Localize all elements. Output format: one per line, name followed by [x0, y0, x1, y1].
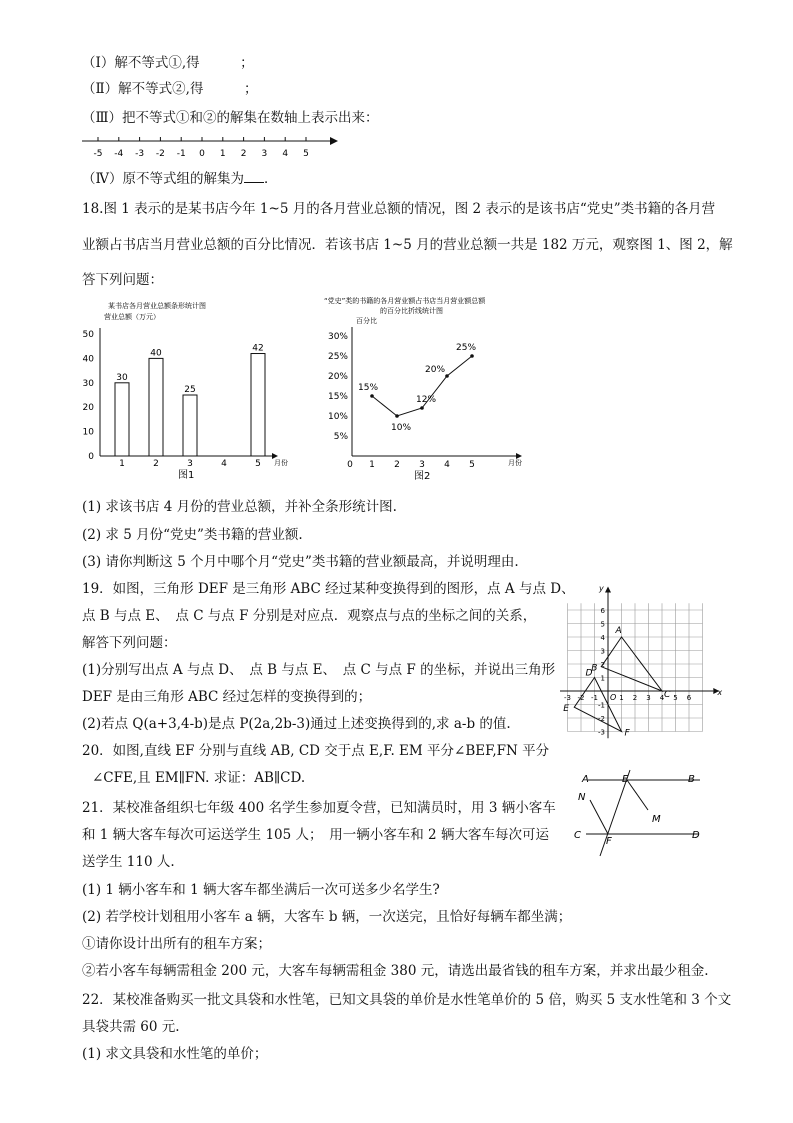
q22-line-2: 具袋共需 60 元.	[82, 1019, 180, 1035]
numberline-tick-label: 1	[219, 149, 226, 159]
point-label-b: B	[591, 663, 598, 674]
fig2-ylabel: 百分比	[356, 317, 377, 325]
q21-sub-2a: ①请你设计出所有的租车方案；	[82, 936, 271, 952]
point-label-f: F	[624, 728, 630, 739]
grid-ytick-label: -3	[598, 728, 605, 737]
grid-xtick-label: 4	[659, 694, 665, 702]
parallel-lines-figure	[570, 768, 720, 860]
fig2-ytick-label: 25%	[327, 352, 348, 362]
q19-sub-2: (2)若点 Q(a+3,4-b)是点 P(2a,2b-3)通过上述变换得到的,求 a-b 的值.	[82, 716, 511, 732]
y-axis-arrow	[605, 586, 611, 592]
grid-ytick-label: 4	[600, 634, 605, 642]
fig2-data-label: 12%	[416, 395, 437, 405]
lbl-N: N	[578, 792, 586, 803]
point-label-e: E	[563, 704, 569, 715]
numberline-tick-label: 3	[261, 149, 268, 159]
lbl-F: F	[606, 836, 612, 847]
part-iv-text: （Ⅳ）原不等式组的解集为	[82, 171, 244, 187]
q21-line-3: 送学生 110 人.	[82, 854, 175, 870]
fig1-ytick-label: 0	[88, 452, 94, 462]
lbl-B: B	[688, 774, 695, 785]
fig1-xlabel: 月份	[274, 459, 288, 467]
fig2-title-2: 的百分比折线统计图	[380, 307, 443, 315]
grid-ytick-label: 5	[600, 620, 605, 629]
fig2-ytick-label: 15%	[327, 392, 348, 402]
fig1-xtick-label: 5	[255, 459, 261, 469]
fig2-data-label: 10%	[391, 423, 412, 433]
fig1-ytick-label: 20	[82, 403, 94, 414]
point-label-a: A	[615, 626, 622, 636]
fig2-ytick-label: 10%	[327, 412, 348, 422]
q19-line-1: 19．如图，三角形 DEF 是三角形 ABC 经过某种变换得到的图形，点 A 与点 D、	[82, 581, 575, 597]
fig1-xtick-label: 3	[187, 459, 193, 469]
fig2-xtick-label: 4	[444, 460, 450, 470]
fig2-xlabel: 月份	[508, 459, 522, 467]
fig2-xtick-label: 1	[369, 460, 375, 470]
lbl-A: A	[582, 774, 589, 785]
q21-line-1: 21．某校准备组织七年级 400 名学生参加夏令营，已知满员时，用 3 辆小客车	[82, 800, 556, 816]
grid-xtick-label: 5	[673, 694, 678, 702]
fig1-data-label: 30	[116, 372, 128, 383]
grid-xtick-label: 1	[619, 694, 624, 702]
point-label-d: D	[585, 668, 593, 679]
line-chart-fig2	[320, 293, 540, 488]
numberline-tick-label: 2	[240, 149, 247, 159]
numberline-tick-label: -5	[93, 149, 103, 159]
numberline-tick-label: -4	[114, 149, 124, 159]
q18-sub-2: (2) 求 5 月份“党史”类书籍的营业额.	[82, 527, 303, 543]
grid-ytick-label: -2	[598, 715, 605, 723]
fig2-data-label: 15%	[358, 383, 379, 393]
fig2-point	[470, 354, 474, 358]
origin-label: O	[610, 693, 617, 702]
bar-chart-fig1	[76, 298, 296, 488]
grid-xtick-label: -2	[577, 694, 585, 702]
q22-sub-1: (1) 求文具袋和水性笔的单价；	[82, 1046, 268, 1062]
q18-line-1: 18.图 1 表示的是某书店今年 1~5 月的各月营业总额的情况，图 2 表示的是该书店“党史”类书籍的各月营	[82, 201, 716, 217]
fig1-bar	[149, 358, 163, 456]
grid-ytick-label: -1	[598, 701, 605, 710]
grid-xtick-label: -3	[564, 694, 571, 702]
numberline-tick-label: 5	[303, 149, 309, 159]
fig1-bar	[251, 354, 265, 456]
part-ii-line: （Ⅱ）解不等式②,得 ；	[82, 81, 258, 97]
part-i-line: （Ⅰ）解不等式①,得 ；	[82, 55, 254, 71]
fig1-data-label: 42	[252, 343, 264, 354]
fig2-point	[370, 394, 374, 398]
q18-line-2: 业额占书店当月营业总额的百分比情况．若该书店 1~5 月的营业总额一共是 182 万元，观察图 1、图 2，解	[82, 237, 733, 253]
grid-xtick-label: 3	[646, 694, 651, 702]
point-label-c: C	[664, 690, 671, 700]
q21-sub-2: (2) 若学校计划租用小客车 a 辆，大客车 b 辆，一次送完，且恰好每辆车都坐满；	[82, 909, 572, 925]
fig1-bar	[183, 395, 197, 456]
q22-line-1: 22．某校准备购买一批文具袋和水性笔，已知文具袋的单价是水性笔单价的 5 倍，购买 5 支水性笔和 3 个文	[82, 992, 732, 1008]
fig2-point	[420, 406, 424, 410]
grid-xtick-label: 2	[632, 694, 638, 702]
fig2-xtick-label: 2	[394, 460, 400, 470]
fig2-caption: 图2	[414, 471, 431, 482]
grid-xtick-label: 6	[686, 694, 692, 702]
numberline-tick-label: -2	[155, 149, 165, 159]
grid-xtick-label: -1	[591, 694, 598, 702]
numberline-tick-label: -3	[135, 149, 145, 159]
fig1-ytick-label: 50	[82, 330, 94, 340]
q19-line-2: 点 B 与点 E、 点 C 与点 F 分别是对应点．观察点与点的坐标之间的关系，	[82, 608, 537, 624]
fig1-ytick-label: 40	[82, 354, 94, 365]
q21-sub-1: (1) 1 辆小客车和 1 辆大客车都坐满后一次可送多少名学生?	[82, 882, 440, 898]
q18-sub-1: (1) 求该书店 4 月份的营业总额，并补全条形统计图.	[82, 499, 397, 515]
lbl-E: E	[622, 774, 629, 785]
coordinate-grid-figure	[560, 578, 740, 763]
q18-line-3: 答下列问题：	[82, 272, 163, 288]
y-axis-label: y	[599, 584, 604, 594]
grid-ytick-label: 2	[600, 661, 605, 669]
q20-line-1: 20．如图,直线 EF 分别与直线 AB, CD 交于点 E,F. EM 平分∠BEF,FN 平分	[82, 743, 550, 759]
fig1-xtick-label: 1	[119, 459, 125, 469]
fig2-point	[445, 374, 449, 378]
q18-sub-3: (3) 请你判断这 5 个月中哪个月“党史”类书籍的营业额最高，并说明理由.	[82, 554, 519, 570]
fig1-ylabel: 营业总额（万元）	[104, 313, 160, 321]
fig1-bar	[115, 383, 129, 456]
fig2-xtick-label: 5	[469, 460, 475, 470]
fig2-data-label: 20%	[425, 365, 446, 375]
fig2-xtick-label: 3	[419, 460, 425, 470]
q19-sub-1a: (1)分别写出点 A 与点 D、 点 B 与点 E、 点 C 与点 F 的坐标，并说出三角形	[82, 662, 556, 678]
lbl-C: C	[574, 830, 581, 841]
fig2-point	[395, 414, 399, 418]
number-line	[82, 134, 342, 166]
fig1-ytick-label: 10	[82, 427, 94, 438]
fig2-data-label: 25%	[456, 343, 477, 353]
part-iv-period: ．	[264, 171, 278, 187]
fig2-title-1: “党史”类的书籍的各月营业额占书店当月营业额总额	[324, 297, 486, 305]
q19-line-3: 解答下列问题：	[82, 635, 177, 651]
numberline-tick-label: 4	[282, 149, 289, 159]
grid-ytick-label: 1	[600, 674, 605, 683]
fig1-xtick-label: 2	[153, 459, 159, 469]
part-iii-line: （Ⅲ）把不等式①和②的解集在数轴上表示出来：	[82, 110, 379, 126]
lbl-D: D	[692, 830, 700, 841]
q21-line-2: 和 1 辆大客车每次可运送学生 105 人； 用一辆小客车和 2 辆大客车每次可运	[82, 827, 549, 843]
lbl-M: M	[652, 814, 661, 825]
fig1-data-label: 40	[150, 348, 162, 359]
q21-sub-2b: ②若小客车每辆需租金 200 元，大客车每辆需租金 380 元，请选出最省钱的租车方案，并求出最少租金.	[82, 963, 709, 979]
numberline-tick-label: 0	[199, 149, 205, 159]
fig1-caption: 图1	[178, 470, 195, 481]
fig1-title: 某书店各月营业总额条形统计图	[108, 302, 206, 310]
part-iv-line	[82, 170, 278, 188]
fig1-data-label: 25	[184, 385, 196, 395]
fig2-ytick-label: 20%	[327, 372, 348, 382]
x-axis-label: x	[717, 688, 723, 697]
grid-ytick-label: 3	[600, 647, 605, 656]
fig2-xtick-label: 0	[347, 460, 353, 470]
fig2-ytick-label: 5%	[333, 432, 348, 442]
answer-blank	[244, 170, 264, 183]
numberline-tick-label: -1	[176, 149, 186, 159]
grid-ytick-label: 6	[600, 607, 605, 615]
q19-sub-1b: DEF 是由三角形 ABC 经过怎样的变换得到的；	[82, 689, 372, 705]
q20-line-2: ∠CFE,且 EM∥FN. 求证：AB∥CD.	[92, 770, 306, 786]
fig2-ytick-label: 30%	[327, 332, 348, 342]
fig1-ytick-label: 30	[82, 378, 94, 389]
fig1-xtick-label: 4	[221, 459, 227, 469]
